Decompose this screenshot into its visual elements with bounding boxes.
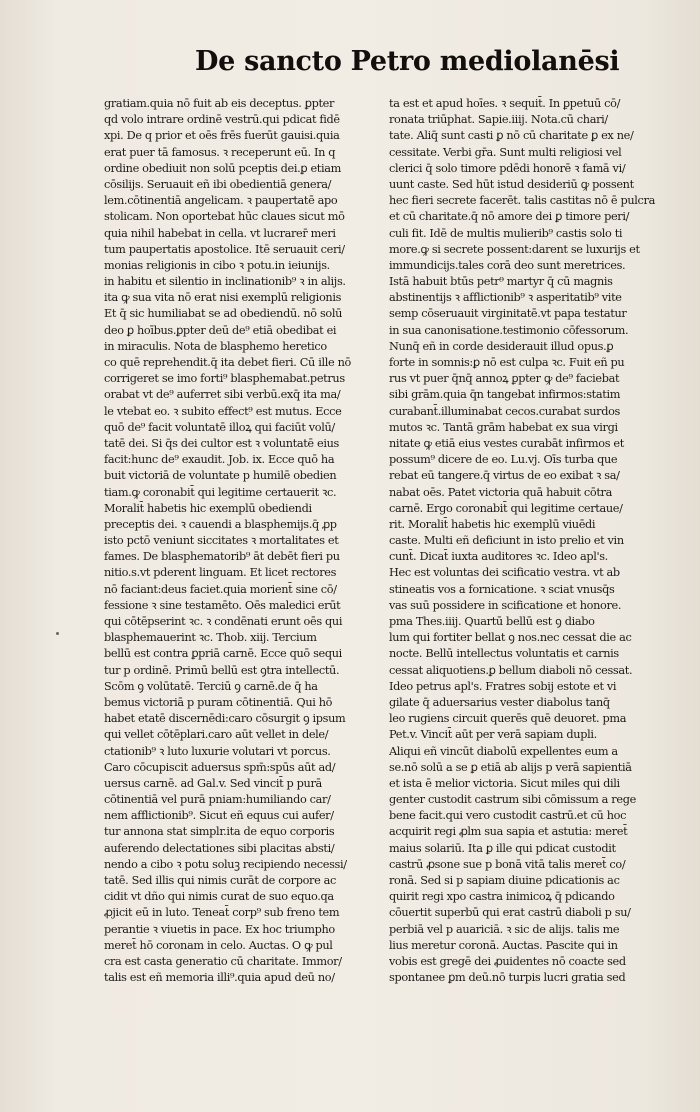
text-line: co quē reprehendit.q̄ ita debet fieri. Cū ille nō (104, 356, 351, 369)
text-line: quia nihil habebat in cella. vt lucrarer̄ meri (104, 226, 336, 240)
text-line: qui vellet cōtēplari.caro aūt vellet in dele/ (104, 728, 329, 742)
text-line: uersus carnē. ad Gal.v. Sed vincit̄ p purā (104, 776, 322, 790)
text-line: cōsilijs. Seruauit eñ ibi obedientiā genera/ (104, 177, 332, 191)
text-line: in miraculis. Nota de blasphemo heretico (104, 339, 327, 353)
text-line: tatē. Sed illis qui nimis curāt de corpore ac (104, 874, 337, 887)
text-line: tate. Aliq̄ sunt casti ꝑ nō cū charitate ꝑ ex ne/ (389, 129, 634, 143)
text-line: preceptis dei. ꝛ cauendi a blasphemijs.q̄ ꝓp (104, 517, 337, 531)
text-line: culi fit. Idē de multis mulierib⁹ castis solo ti (389, 226, 623, 240)
text-line: forte in somnis:ꝑ nō est culpa ꝛc. Fuit eñ pu (389, 356, 625, 369)
text-line: quirit regi xpo castra inimicoꝝ q̄ pdicando (389, 890, 615, 904)
text-line: possum⁹ dicere de eo. Lu.vj. Oīs turba que (389, 453, 618, 467)
margin-ink-dot (56, 632, 59, 635)
text-line: talis est eñ memoria illi⁹.quia apud deū no/ (104, 971, 335, 985)
text-line: tur p ordinē. Primū bellū est ꝯtra intellectū. (104, 663, 340, 677)
text-line: immundicijs.tales corā deo sunt meretrices. (389, 258, 626, 272)
text-line: meret̄ hō coronam in celo. Auctas. O ꝙ pul (104, 938, 333, 952)
text-line: buit victoriā de voluntate p humilē obedien (104, 469, 337, 483)
text-line: auferendo delectationes sibi placitas absti/ (104, 841, 335, 855)
text-line: nendo a cibo ꝛ potu soluꝫ recipiendo necessi/ (104, 857, 347, 871)
text-line: bellū est contra ꝑpriā carnē. Ecce quō sequi (104, 647, 342, 661)
text-line: castrū ꝓsone sue p bonā vitā talis meret̄ co/ (389, 857, 626, 871)
text-line: tum paupertatis apostolice. Itē seruauit ceri/ (104, 242, 345, 256)
text-line: rit. Moralit̄ habetis hic exemplū viuēdi (389, 517, 596, 531)
text-line: bene facit.qui vero custodit castrū.et cū hoc (389, 809, 627, 823)
text-line: hec fieri secrete facerēt. talis castitas nō ē pulcra (389, 194, 655, 208)
text-line: cessat aliquotiens.ꝑ bellum diaboli nō cessat. (389, 663, 633, 677)
text-line: et ista ē melior victoria. Sicut miles qui dili (389, 776, 620, 790)
text-line: in sua canonisatione.testimonio cōfessorum. (389, 323, 629, 337)
text-line: fessione ꝛ sine testamēto. Oēs maledici erūt (104, 598, 341, 612)
running-head: De sancto Petro mediolanēsi (195, 46, 620, 77)
text-line: ita ꝙ sua vita nō erat nisi exemplū religionis (104, 291, 342, 305)
text-line: rus vt puer q̄nq̄ annoꝝ ꝑpter ꝙ de⁹ faciebat (389, 372, 620, 386)
text-line: ctationib⁹ ꝛ luto luxurie volutari vt porcus. (104, 744, 331, 758)
text-line: vobis est gregē dei ꝓuidentes nō coacte sed (389, 954, 626, 968)
text-line: Pet.v. Vincit̄ aūt per verā sapiam dupli. (389, 728, 597, 742)
text-line: nabat oēs. Patet victoria quā habuit cōtra (389, 485, 612, 499)
text-line: Hec est voluntas dei scificatio vestra. vt ab (389, 566, 620, 580)
text-line: pma Thes.iiij. Quartū bellū est ꝯ diabo (389, 615, 595, 628)
text-line: perantie ꝛ viuetis in pace. Ex hoc triumpho (104, 922, 335, 936)
text-line: habet etatē discernēdi:caro cōsurgit ꝯ ipsum (104, 712, 346, 726)
text-line: spontanee ꝑm deū.nō turpis lucri gratia sed (389, 971, 626, 985)
text-line: quō de⁹ facit voluntatē illoꝝ qui faciūt volū/ (104, 420, 335, 434)
text-line: erat puer tā famosus. ꝛ receperunt eū. In q (104, 145, 336, 159)
text-line: ta est et apud hoīes. ꝛ sequit̄. In ꝑpetuū cō/ (389, 97, 621, 110)
text-line: in habitu et silentio in inclinationib⁹ ꝛ in alijs. (104, 275, 346, 289)
text-line: abstinentijs ꝛ afflictionib⁹ ꝛ asperitatib⁹ vite (389, 291, 622, 305)
text-line: Caro cōcupiscit aduersus spm̄:spūs aūt ad/ (104, 760, 336, 774)
text-line: cidit vt dño qui nimis curat de suo equo.qa (104, 890, 334, 904)
text-line: leo rugiens circuit querēs quē deuoret. pma (389, 712, 627, 726)
text-line: Nunq̄ eñ in corde desiderauit illud opus.ꝑ (389, 339, 614, 353)
text-line: acquirit regi ꝓlm sua sapia et astutia: meret̄ (389, 825, 628, 839)
text-line: lum qui fortiter bellat ꝯ nos.nec cessat die ac (389, 631, 632, 645)
text-line: maius solariū. Ita ꝑ ille qui pdicat custodit (389, 841, 616, 855)
text-line: monias religionis in cibo ꝛ potu.in ieiunijs. (104, 258, 330, 272)
text-line: cōuertit superbū qui erat castrū diaboli p su/ (389, 906, 631, 920)
text-line: sibi grām.quia q̄n tangebat infirmos:statim (389, 388, 621, 402)
text-line: caste. Multi eñ deficiunt in isto prelio et vin (389, 534, 624, 548)
text-line: deo ꝑ hoībus.ꝑpter deū de⁹ etiā obedibat ei (104, 323, 337, 337)
text-line: Ideo petrus apl's. Fratres sobij estote et vi (389, 679, 617, 693)
text-line: ꝓjicit eū in luto. Teneat̄ corp⁹ sub freno tem (104, 906, 340, 920)
text-line: gratiam.quia nō fuit ab eis deceptus. ꝑpter (104, 97, 335, 110)
text-line: vas suū possidere in scificatione et honore. (389, 598, 622, 612)
text-line: tur annona stat simplr.ita de equo corporis (104, 825, 335, 839)
text-line: bemus victoriā p puram cōtinentiā. Qui hō (104, 695, 333, 709)
text-line: ronata triūphat. Sapie.iiij. Nota.cū chari/ (389, 113, 608, 127)
text-line: carnē. Ergo coronabit̄ qui legitime certaue/ (389, 501, 623, 515)
text-line: corrigeret se imo forti⁹ blasphemabat.petrus (104, 372, 345, 386)
text-line: nitate ꝙ etiā eius vestes curabāt infirmos et (389, 436, 624, 450)
text-line: Scōm ꝯ volūtatē. Terciū ꝯ carnē.de q̄ ha (104, 679, 318, 693)
text-line: ordine obediuit non solū pceptis dei.ꝑ etiam (104, 161, 341, 175)
text-line: orabat vt de⁹ auferret sibi verbū.exq̄ ita ma/ (104, 388, 341, 402)
text-line: mutos ꝛc. Tantā grām habebat ex sua virgi (389, 420, 618, 434)
text-line: fames. De blasphematorib⁹ āt debēt fieri pu (104, 550, 340, 564)
text-line: tiam.ꝙ coronabit̄ qui legitime certauerit ꝛc. (104, 485, 337, 499)
text-line: cra est casta generatio cū charitate. Immor/ (104, 954, 342, 968)
left-text-column (104, 96, 376, 996)
text-line: cunt̄. Dicat̄ iuxta auditores ꝛc. Ideo apl's. (389, 550, 608, 564)
text-line: stineatis vos a fornicatione. ꝛ sciat vnusq̄s (389, 582, 615, 596)
text-line: qui cōtēpserint ꝛc. ꝛ condēnati erunt oēs qui (104, 615, 343, 628)
text-line: blasphemauerint ꝛc. Thob. xiij. Tercium (104, 631, 317, 645)
text-line: stolicam. Non oportebat hūc claues sicut mō (104, 210, 345, 224)
text-line: gilate q̄ aduersarius vester diabolus tanq̄ (389, 695, 610, 709)
text-line: cessitate. Verbi gr̄a. Sunt multi religiosi vel (389, 145, 622, 159)
text-line: xpi. De q prior et oēs frēs fuerūt gauisi.quia (104, 129, 340, 143)
text-line: Aliqui eñ vincūt diabolū expellentes eum a (389, 744, 618, 758)
text-line: le vtebat eo. ꝛ subito effect⁹ est mutus. Ecce (104, 404, 342, 418)
text-line: Et q̄ sic humiliabat se ad obediendū. nō solū (104, 307, 343, 321)
text-line: clerici q̄ solo timore pdēdi honorē ꝛ famā vi/ (389, 161, 626, 175)
text-line: se.nō solū a se ꝑ etiā ab alijs p verā sapientiā (389, 760, 632, 774)
text-line: Moralit̄ habetis hic exemplū obediendi (104, 501, 312, 515)
text-line: facit:hunc de⁹ exaudit. Job. ix. Ecce quō ha (104, 453, 335, 467)
text-line: lius meretur coronā. Auctas. Pascite qui in (389, 938, 618, 952)
text-line: lem.cōtinentiā angelicam. ꝛ paupertatē apo (104, 194, 338, 208)
text-line: nitio.s.vt pderent linguam. Et licet rectores (104, 566, 337, 580)
text-line: genter custodit castrum sibi cōmissum a rege (389, 793, 636, 807)
text-line: ronā. Sed si p sapiam diuine pdicationis ac (389, 874, 620, 887)
text-line: more.ꝙ si secrete possent:darent se luxurijs et (389, 242, 640, 256)
text-line: nem afflictionib⁹. Sicut eñ equus cui aufer/ (104, 809, 334, 823)
text-line: cōtinentiā vel purā pniam:humiliando car/ (104, 793, 331, 807)
text-line: uunt caste. Sed hūt istud desideriū ꝙ possent (389, 177, 634, 191)
text-line: rebat eū tangere.q̄ virtus de eo exibat ꝛ sa/ (389, 469, 620, 483)
text-line: perbiā vel p auariciā. ꝛ sic de alijs. talis me (389, 922, 620, 936)
text-line: nocte. Bellū intellectus voluntatis et carnis (389, 647, 619, 661)
text-line: curabant̄.illuminabat cecos.curabat surdos (389, 404, 620, 418)
text-line: tatē dei. Si q̄s dei cultor est ꝛ voluntatē eius (104, 436, 339, 450)
text-line: et cū charitate.q̄ nō amore dei ꝑ timore peri/ (389, 210, 630, 224)
text-line: qd volo intrare ordinē vestrū.qui pdicat fidē (104, 113, 340, 127)
text-line: semp cōseruauit virginitatē.vt papa testatur (389, 307, 627, 321)
right-text-column (389, 96, 661, 996)
text-line: nō faciant:deus faciet.quia morient̄ sine cō/ (104, 582, 337, 596)
text-line: Istā habuit btūs petr⁹ martyr q̄ cū magnis (389, 275, 613, 289)
text-line: isto pctō veniunt siccitates ꝛ mortalitates et (104, 534, 339, 548)
